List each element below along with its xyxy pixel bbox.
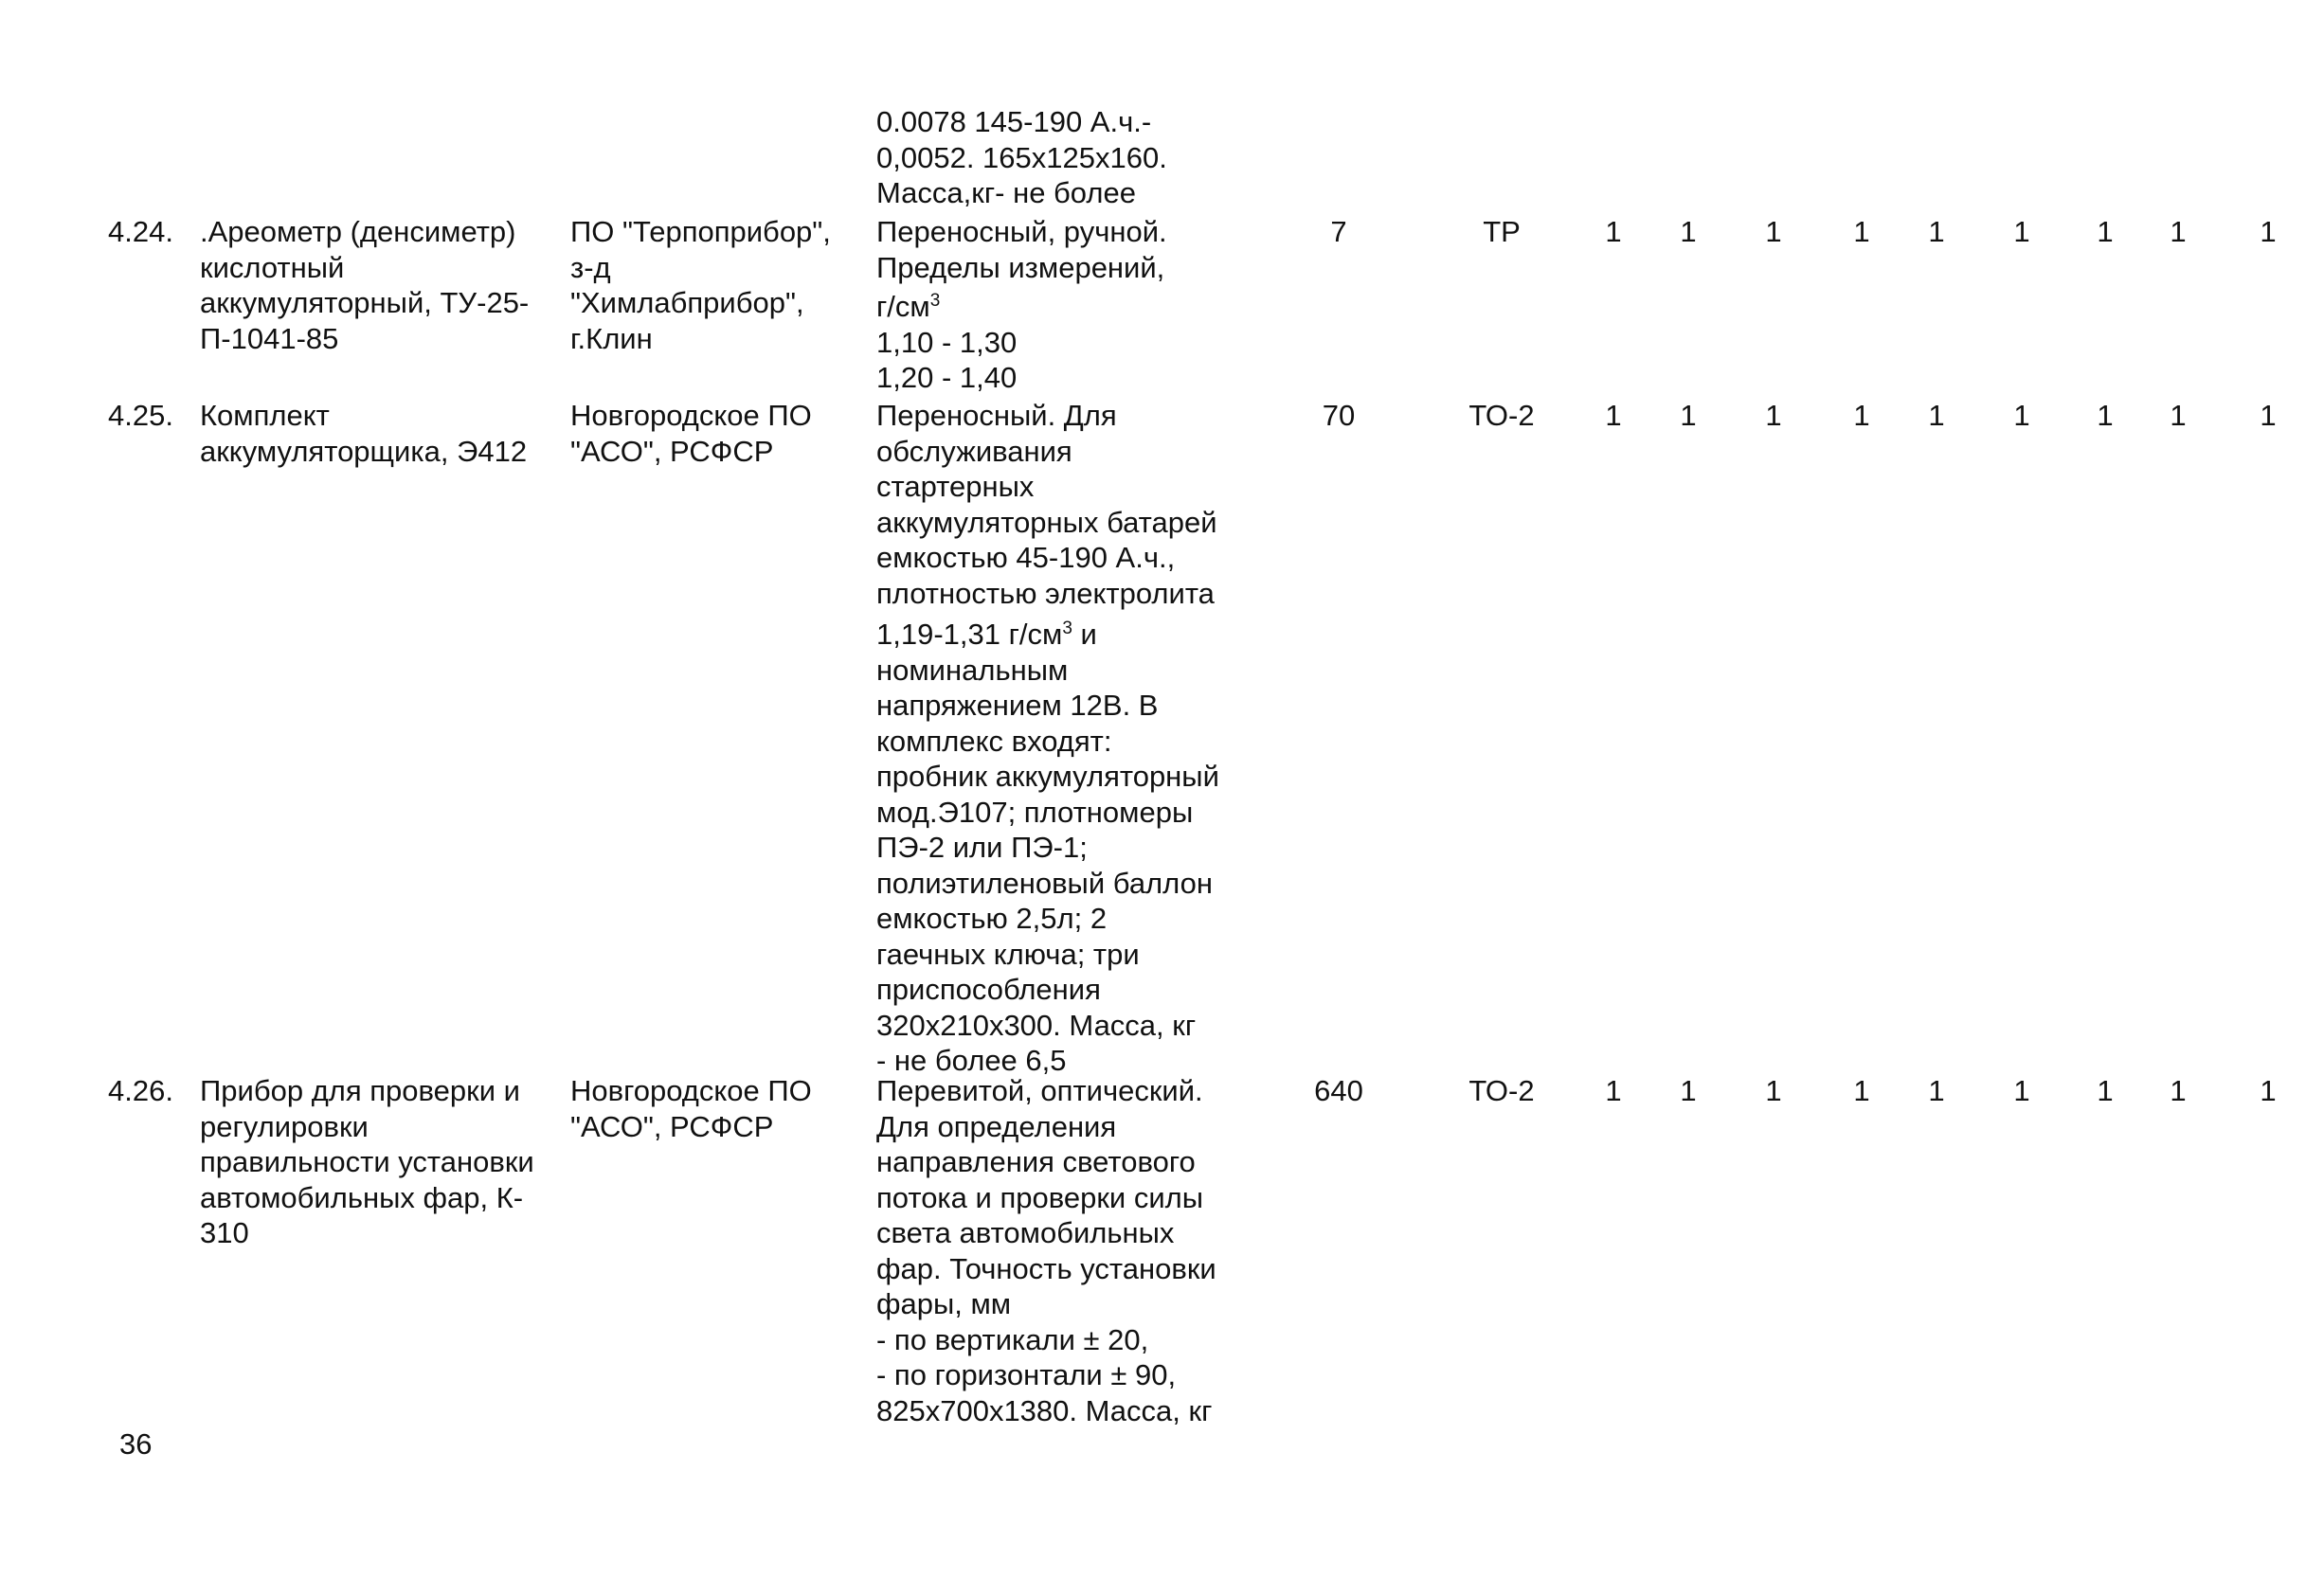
spec-line: Переносный. Для [876,399,1117,432]
spec-line: комплекс входят: [876,724,1112,758]
spec-line: приспособления [876,973,1101,1006]
qty-value: 1 [1765,1074,1782,1107]
item-number: 4.26. [108,1074,173,1107]
item-name-line: правильности установки [200,1145,534,1178]
item-name-line: аккумуляторщика, Э412 [200,434,528,468]
spec-cell [876,398,1274,1079]
qty-value: 1 [1605,1074,1622,1107]
spec-cell [876,1073,1274,1428]
qty-value: 1 [1605,399,1622,432]
spec-line: 1,10 - 1,30 [876,325,1018,359]
superscript: 3 [929,291,941,311]
qty-value: 1 [1928,215,1945,248]
spec-line: Пределы измерений, [876,250,1165,284]
qty-value: 1 [2013,1074,2030,1107]
manufacturer-line: Новгородское ПО [570,399,812,432]
manufacturer-line: з-д [570,250,611,284]
manufacturer-line: "АСО", РСФСР [570,434,774,468]
spec-line: номинальным [876,653,1069,687]
maintenance-type: ТО-2 [1468,399,1535,432]
manufacturer-line: г.Клин [570,321,653,355]
spec-line: 320х210х300. Масса, кг [876,1008,1197,1042]
qty-value: 1 [1853,1074,1870,1107]
spec-line: фар. Точность установки [876,1251,1216,1285]
spec-line: 0.0078 145-190 А.ч.- [876,105,1152,138]
spec-line: направления светового [876,1145,1196,1178]
manufacturer-line: "Химлабприбор", [570,286,804,319]
item-name-line: Прибор для проверки и [200,1074,520,1107]
spec-cell [876,104,1274,211]
spec-line: полиэтиленовый баллон [876,866,1213,900]
qty-value: 1 [2260,1074,2277,1107]
manufacturer-line: ПО "Терпоприбор", [570,215,831,248]
superscript: 3 [1062,619,1072,638]
maintenance-type: ТО-2 [1468,1074,1535,1107]
qty-value: 1 [1928,1074,1945,1107]
spec-line: света автомобильных [876,1216,1175,1249]
qty-value: 1 [1853,215,1870,248]
page-number: 36 [119,1427,153,1461]
maintenance-type: ТР [1483,215,1521,248]
spec-line: - по горизонтали ± 90, [876,1358,1177,1391]
item-name-line: Комплект [200,399,330,432]
manufacturer [570,214,869,356]
qty-value: 1 [1853,399,1870,432]
qty-value: 1 [1680,1074,1697,1107]
qty-value: 1 [2097,399,2114,432]
spec-line: обслуживания [876,434,1072,468]
spec-cell [876,214,1274,396]
spec-line: 1,20 - 1,40 [876,361,1018,394]
item-name-line: П-1041-85 [200,321,339,355]
spec-line: Для определения [876,1109,1117,1143]
price-value: 7 [1330,215,1347,248]
spec-line: емкостью 45-190 А.ч., [876,541,1176,574]
spec-line: - не более 6,5 [876,1044,1067,1077]
spec-line: Перевитой, оптический. [876,1074,1203,1107]
manufacturer [570,1073,869,1144]
spec-text: и [1072,618,1097,651]
spec-line: аккумуляторных батарей [876,505,1217,539]
qty-value: 1 [2170,1074,2187,1107]
spec-line: фары, мм [876,1287,1012,1320]
spec-line: емкостью 2,5л; 2 [876,902,1108,935]
spec-line: потока и проверки силы [876,1180,1204,1214]
qty-value: 1 [1605,215,1622,248]
manufacturer-line: Новгородское ПО [570,1074,812,1107]
item-number: 4.25. [108,399,173,432]
item-name-line: 310 [200,1216,249,1249]
spec-line: ПЭ-2 или ПЭ-1; [876,831,1088,864]
item-name-line: автомобильных фар, К- [200,1180,524,1214]
qty-value: 1 [2013,399,2030,432]
spec-line [876,611,1274,653]
price-value: 70 [1322,399,1356,432]
spec-line: - по вертикали ± 20, [876,1322,1149,1356]
spec-line: гаечных ключа; три [876,937,1140,971]
spec-text: 1,19-1,31 г/см [876,618,1063,651]
qty-value: 1 [2013,215,2030,248]
spec-line: Масса,кг- не более [876,176,1136,209]
price-value: 640 [1314,1074,1363,1107]
spec-line: мод.Э107; плотномеры [876,795,1194,829]
spec-line: пробник аккумуляторный [876,760,1219,793]
item-name-line: аккумуляторный, ТУ-25- [200,286,530,319]
item-number: 4.24. [108,215,173,248]
manufacturer [570,398,869,469]
spec-line: стартерных [876,470,1035,503]
qty-value: 1 [1765,215,1782,248]
qty-value: 1 [2260,399,2277,432]
spec-line: Переносный, ручной. [876,215,1167,248]
qty-value: 1 [1680,215,1697,248]
spec-line: плотностью электролита [876,576,1215,610]
item-name-line: регулировки [200,1109,369,1143]
qty-value: 1 [1680,399,1697,432]
qty-value: 1 [2097,215,2114,248]
item-name [200,214,565,356]
qty-value: 1 [1928,399,1945,432]
spec-line: 0,0052. 165х125х160. [876,140,1167,174]
spec-text: г/см [876,290,930,323]
qty-value: 1 [2170,399,2187,432]
spec-line: напряжением 12В. В [876,689,1159,722]
item-name [200,1073,565,1251]
qty-value: 1 [1765,399,1782,432]
item-name [200,398,565,469]
spec-line [876,285,1274,325]
spec-line: 825х700х1380. Масса, кг [876,1393,1213,1427]
item-name-line: .Ареометр (денсиметр) [200,215,516,248]
item-name-line: кислотный [200,250,345,284]
qty-value: 1 [2170,215,2187,248]
qty-value: 1 [2097,1074,2114,1107]
manufacturer-line: "АСО", РСФСР [570,1109,774,1143]
qty-value: 1 [2260,215,2277,248]
